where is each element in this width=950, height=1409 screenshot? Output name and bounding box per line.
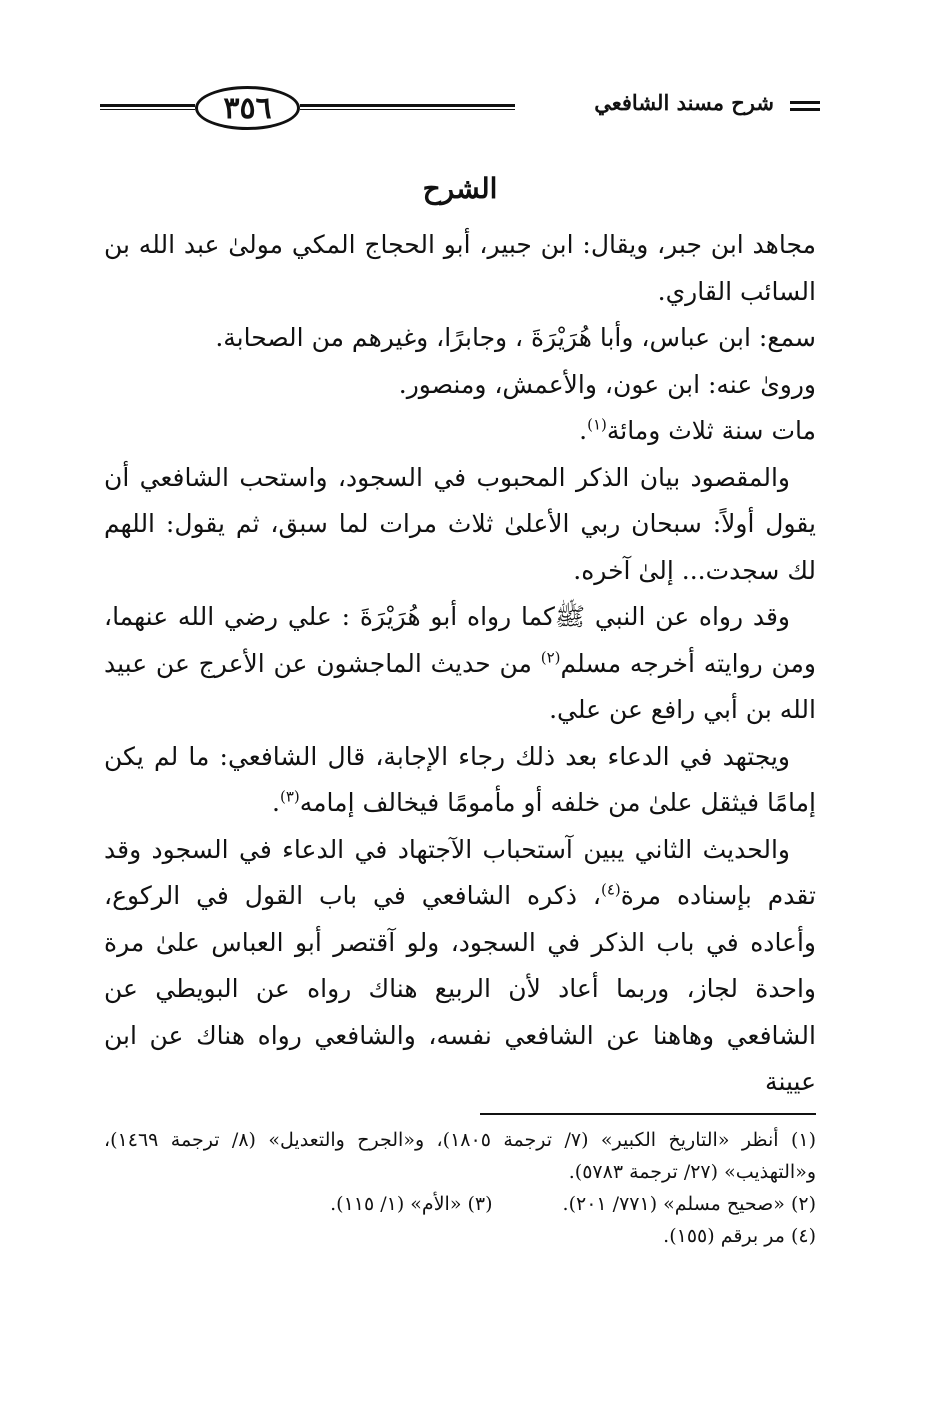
paragraph-text: وقد رواه عن النبي ﷺكما رواه أبو هُرَيْرَةَ : علي رضي الله عنهما، ومن روايته أخرجه مسلم	[104, 602, 816, 678]
footnote-4: (٤) مر برقم (١٥٥).	[663, 1225, 816, 1247]
footnote-separator	[480, 1113, 816, 1115]
footnote-3: (٣) «الأم» (١/ ١١٥).	[330, 1193, 493, 1215]
paragraph	[104, 594, 816, 734]
sentence-end: .	[579, 416, 588, 445]
paragraph-text: مات سنة ثلاث ومائة	[606, 416, 816, 445]
body-text	[104, 222, 816, 1106]
paragraph	[104, 408, 816, 455]
footnote-ref-2: (٢)	[540, 648, 561, 667]
footnote-1: (١) أنظر «التاريخ الكبير» (٧/ ترجمة ١٨٠٥)، و«الجرح والتعديل» (٨/ ترجمة ١٤٦٩)، و«التهذيب» (٢٧/ ترجمة ٥٧٨٣).	[104, 1129, 816, 1183]
header-rule-center-2	[405, 104, 515, 110]
paragraph: والمقصود بيان الذكر المحبوب في السجود، واستحب الشافعي أن يقول أولاً: سبحان ربي الأعلىٰ ثلاث مرات لما سبق، ثم يقول: اللهم لك سجدت... إلىٰ آخره.	[104, 462, 816, 585]
paragraph-text: والحديث الثاني يبين آستحباب الآجتهاد في الدعاء في السجود وقد تقدم بإسناده مرة	[104, 834, 817, 910]
footnote-ref-3: (٣)	[279, 787, 300, 806]
footnote-ref-4: (٤)	[600, 880, 621, 899]
header-rule-center	[300, 104, 405, 110]
paragraph: وروىٰ عنه: ابن عون، والأعمش، ومنصور.	[398, 369, 816, 399]
sentence-end: .	[272, 788, 280, 817]
paragraph-text: من حديث الماجشون عن الأعرج عن عبيد الله بن أبي رافع عن علي.	[104, 648, 816, 724]
footnotes	[104, 1124, 816, 1252]
paragraph	[104, 827, 816, 1106]
paragraph: مجاهد ابن جبر، ويقال: ابن جبير، أبو الحجاج المكي مولىٰ عبد الله بن السائب القاري.	[104, 230, 816, 306]
footnote-ref-1: (١)	[587, 415, 607, 434]
paragraph-text: ويجتهد في الدعاء بعد ذلك رجاء الإجابة، قال الشافعي: ما لم يكن إمامًا فيثقل علىٰ من خلفه أو مأمومًا فيخالف إمامه	[104, 741, 816, 817]
header-end-bars	[790, 101, 820, 115]
footnote-row	[104, 1188, 816, 1220]
page-header	[100, 80, 820, 136]
paragraph-text: ، ذكره الشافعي في باب القول في الركوع، وأعاده في باب الذكر في السجود، ولو آقتصر أبو العباس علىٰ مرة واحدة لجاز، وربما أعاد لأن الربيع هناك رواه عن البويطي عن الشافعي وهاهنا عن الشافعي نفسه، والشافعي رواه هناك عن ابن عيينة	[104, 881, 816, 1096]
page-number: ٣٥٦	[195, 86, 300, 130]
paragraph: سمع: ابن عباس، وأبا هُرَيْرَةَ ، وجابرًا، وغيرهم من الصحابة.	[215, 323, 816, 352]
running-title: شرح مسند الشافعي	[588, 90, 780, 115]
footnote-2: (٢) «صحيح مسلم» (٧٧١/ ٢٠١).	[562, 1193, 816, 1215]
header-rule-left	[100, 104, 195, 110]
section-title: الشرح	[422, 172, 498, 205]
paragraph	[104, 734, 816, 827]
